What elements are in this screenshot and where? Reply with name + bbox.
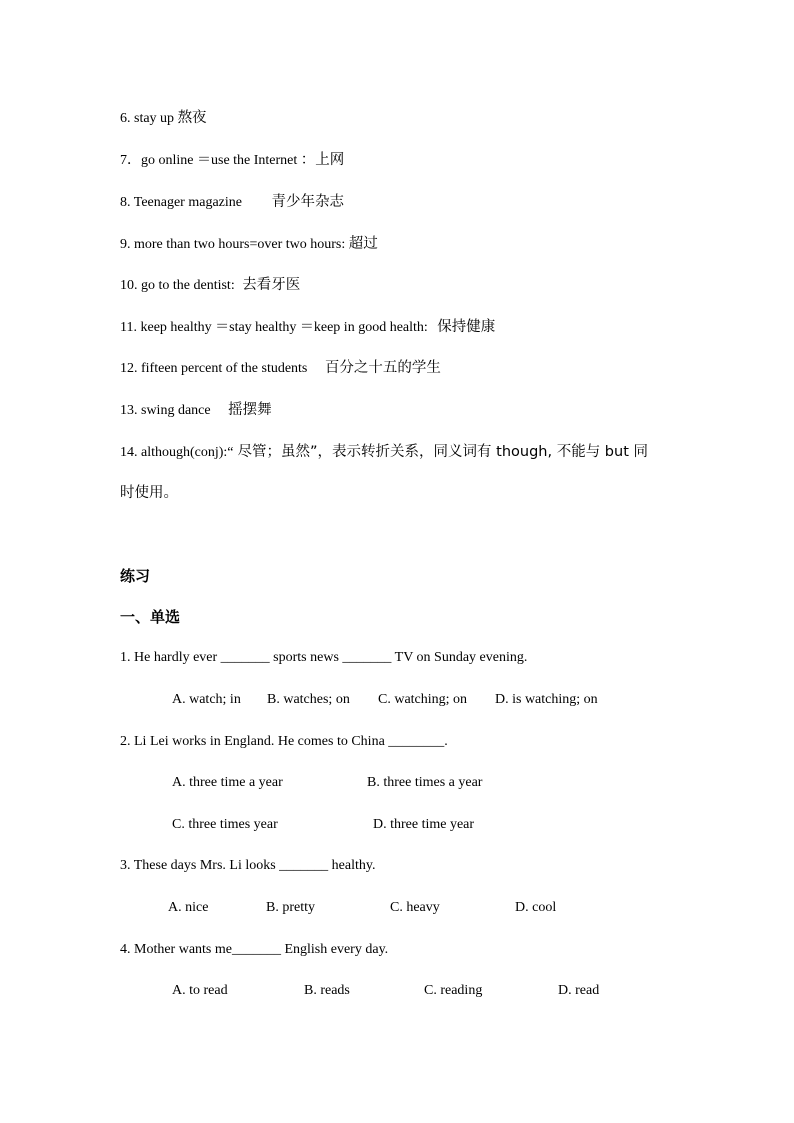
- question-option: A. to read: [172, 983, 228, 998]
- question-option: D. is watching; on: [495, 692, 598, 707]
- question-option: A. nice: [168, 900, 209, 915]
- question-stem: 4. Mother wants me_______ English every day.: [120, 942, 389, 957]
- question-option: B. watches; on: [267, 692, 350, 707]
- question-option: B. three times a year: [367, 775, 483, 790]
- vocab-item-9: 9. more than two hours=over two hours: 超过: [120, 236, 378, 252]
- vocab-item-14: 14. although(conj):“ 尽管；虽然”，表示转折关系，同义词有 though, 不能与 but 同: [120, 444, 648, 460]
- question-option: C. three times year: [172, 817, 278, 832]
- vocab-item-12: 12. fifteen percent of the students 百分之十五的学生: [120, 360, 441, 376]
- vocab-item-14-continuation: 时使用。: [120, 485, 178, 501]
- question-option: D. three time year: [373, 817, 475, 832]
- vocab-item-7: 7．go online ＝use the Internet ：上网: [120, 152, 345, 168]
- question-option: C. reading: [424, 983, 483, 998]
- vocab-item-13: 13. swing dance 摇摆舞: [120, 402, 272, 418]
- question-stem: 2. Li Lei works in England. He comes to China ________.: [120, 734, 448, 749]
- question-option: C. watching; on: [378, 692, 468, 707]
- question-stem: 3. These days Mrs. Li looks _______ healthy.: [120, 858, 376, 873]
- subsection-title: 一、单选: [120, 608, 181, 626]
- question-option: D. read: [558, 983, 600, 998]
- vocab-item-11: 11. keep healthy ＝stay healthy ＝keep in good health: 保持健康: [120, 319, 496, 335]
- question-option: A. three time a year: [172, 775, 283, 790]
- vocab-item-10: 10. go to the dentist: 去看牙医: [120, 277, 301, 293]
- question-option: B. pretty: [266, 900, 315, 915]
- question-option: B. reads: [304, 983, 350, 998]
- question-stem: 1. He hardly ever _______ sports news _______ TV on Sunday evening.: [120, 650, 528, 665]
- vocab-item-8: 8. Teenager magazine 青少年杂志: [120, 194, 344, 210]
- question-option: C. heavy: [390, 900, 440, 915]
- question-option: D. cool: [515, 900, 557, 915]
- question-option: A. watch; in: [172, 692, 241, 707]
- vocab-item-6: 6. stay up 熬夜: [120, 110, 207, 126]
- section-title: 练习: [120, 567, 151, 585]
